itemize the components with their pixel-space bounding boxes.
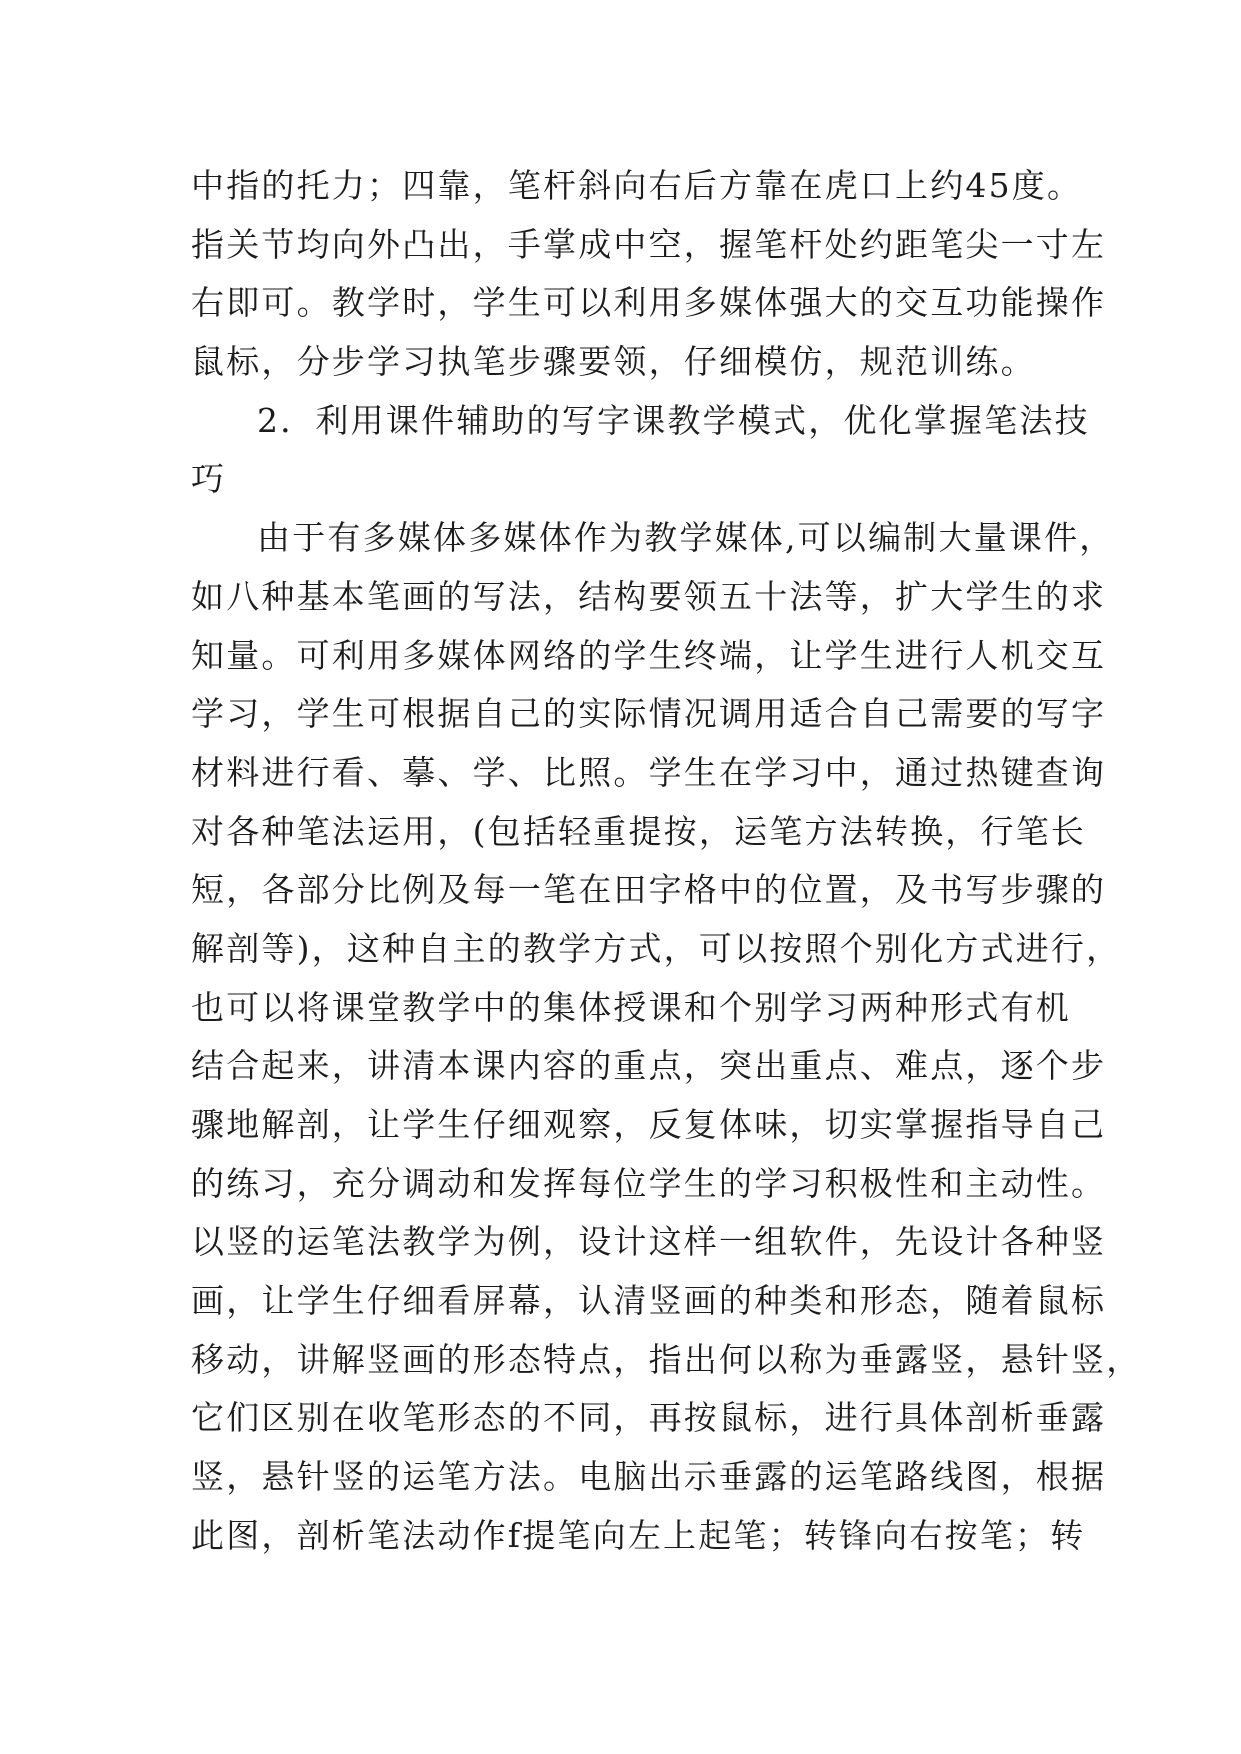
- text-line: 指关节均向外凸出，手掌成中空，握笔杆处约距笔尖一寸左: [191, 224, 1107, 264]
- text-line: 学习，学生可根据自己的实际情况调用适合自己需要的写字: [191, 694, 1107, 734]
- text-line: 短，各部分比例及每一笔在田字格中的位置，及书写步骤的: [191, 870, 1107, 910]
- section-heading: 2．利用课件辅助的写字课教学模式，优化掌握笔法技: [257, 400, 1090, 440]
- text-line: 竖，悬针竖的运笔方法。电脑出示垂露的运笔路线图，根据: [191, 1457, 1107, 1497]
- text-line: 右即可。教学时，学生可以利用多媒体强大的交互功能操作: [191, 283, 1107, 323]
- text-line: 对各种笔法运用，(包括轻重提按，运笔方法转换，行笔长: [191, 811, 1087, 851]
- text-line: 此图，剖析笔法动作f提笔向左上起笔；转锋向右按笔；转: [191, 1515, 1086, 1555]
- body-text: [191, 157, 1142, 1566]
- text-line: 画，让学生仔细看屏幕，认清竖画的种类和形态，随着鼠标: [191, 1281, 1107, 1321]
- text-line: 移动，讲解竖画的形态特点，指出何以称为垂露竖，悬针竖，: [191, 1339, 1142, 1379]
- text-line: 如八种基本笔画的写法，结构要领五十法等，扩大学生的求: [191, 576, 1107, 616]
- text-line: 它们区别在收笔形态的不同，再按鼠标，进行具体剖析垂露: [191, 1398, 1107, 1438]
- text-line: 中指的托力；四靠，笔杆斜向右后方靠在虎口上约45度。: [191, 166, 1083, 205]
- text-line: 材料进行看、摹、学、比照。学生在学习中，通过热键查询: [191, 752, 1107, 792]
- text-line: 知量。可利用多媒体网络的学生终端，让学生进行人机交互: [191, 635, 1107, 675]
- paragraph-start: 由于有多媒体多媒体作为教学媒体,可以编制大量课件，: [257, 518, 1115, 558]
- text-line: 解剖等)，这种自主的教学方式，可以按照个别化方式进行，: [191, 928, 1122, 968]
- section-heading-continued: 巧: [191, 459, 227, 499]
- text-line: 也可以将课堂教学中的集体授课和个别学习两种形式有机: [191, 987, 1071, 1027]
- text-line: 鼠标，分步学习执笔步骤要领，仔细模仿，规范训练。: [191, 342, 1036, 382]
- text-line: 以竖的运笔法教学为例，设计这样一组软件，先设计各种竖: [191, 1222, 1107, 1262]
- text-line: 骤地解剖，让学生仔细观察，反复体味，切实掌握指导自己: [191, 1105, 1107, 1144]
- text-line: 结合起来，讲清本课内容的重点，突出重点、难点，逐个步: [191, 1046, 1107, 1086]
- text-line: 的练习，充分调动和发挥每位学生的学习积极性和主动性。: [191, 1163, 1107, 1203]
